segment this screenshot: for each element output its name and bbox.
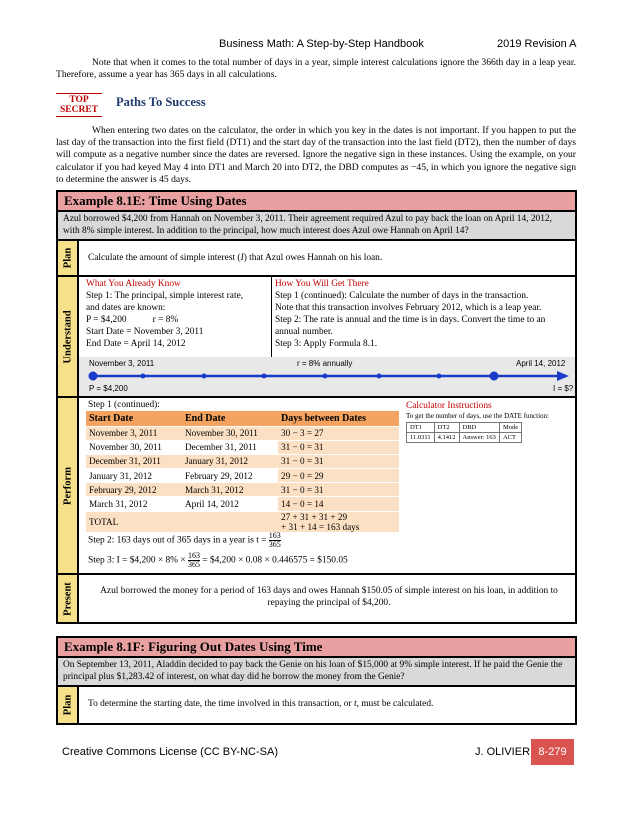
present-label: Present bbox=[58, 575, 79, 622]
table-row: November 3, 2011 November 30, 2011 30 − 3 = 27 bbox=[86, 426, 399, 440]
fraction: $\frac{163}{365}$ bbox=[187, 551, 200, 569]
top-secret-line1: TOP bbox=[69, 95, 89, 105]
paths-paragraph: When entering two dates on the calculator, the order in which you key in the dates is not important. If you happen to put the last day of the transaction into the first field (DT1) and the start day of the transaction into the last field (DT2), then the number of days will compute as a negative number since the dates are reversed. Ignore the negative sign in these instances. Using the example, on your calculator if you had keyed May 4 into DT1 and March 20 into DT2, the DBD computes as −45, in which you ignore the negative sign to determine the answer is 45 days. bbox=[56, 125, 576, 185]
know-line: End Date = April 14, 2012 bbox=[86, 339, 186, 349]
footer-license: Creative Commons License (CC BY-NC-SA) bbox=[62, 746, 278, 758]
table-row: March 31, 2012 April 14, 2012 14 − 0 = 14 bbox=[86, 497, 399, 511]
top-secret-stamp bbox=[56, 93, 102, 117]
understand-label: Understand bbox=[58, 277, 79, 396]
there-line: Step 1 (continued): Calculate the number of days in the transaction. bbox=[275, 291, 529, 301]
example-problem: Azul borrowed $4,200 from Hannah on November 3, 2011. Their agreement required Azul to pay back the loan on April 14, 2012, with 8% simple interest. In addition to the principal, how much interest does Azul owe Hannah on April 14? bbox=[58, 212, 575, 241]
know-line: Step 1: The principal, simple interest rate, bbox=[86, 291, 244, 301]
fraction: $\frac{163}{365}$ bbox=[268, 531, 281, 549]
plan-section bbox=[58, 687, 575, 723]
calculator-table: DT1 DT2 DBD Mode 11.0311 4.1412 Answer: 163 ACT bbox=[406, 422, 522, 443]
know-line: Start Date = November 3, 2011 bbox=[86, 327, 204, 337]
calculator-desc: To get the number of days, use the DATE function: bbox=[406, 412, 549, 420]
table-row: December 31, 2011 January 31, 2012 31 − 0 = 31 bbox=[86, 454, 399, 468]
table-row: January 31, 2012 February 29, 2012 29 − 0 = 29 bbox=[86, 469, 399, 483]
timeline-interest: I = $? bbox=[553, 384, 574, 393]
example-title: Example 8.1F: Figuring Out Dates Using Time bbox=[58, 638, 575, 658]
timeline-arrow bbox=[79, 369, 577, 383]
timeline-rate: r = 8% annually bbox=[297, 359, 353, 368]
get-there-title: How You Will Get There bbox=[275, 279, 369, 289]
col-days: Days between Dates bbox=[278, 411, 399, 426]
intro-paragraph: Note that when it comes to the total number of days in a year, simple interest calculations ignore the 366th day in a leap year. Therefore, assume a year has 365 days in all calculations. bbox=[56, 57, 576, 81]
table-total-row: TOTAL 27 + 31 + 31 + 29 + 31 + 14 = 163 days bbox=[86, 511, 399, 532]
col-start-date: Start Date bbox=[86, 411, 182, 426]
header-title: Business Math: A Step-by-Step Handbook bbox=[219, 38, 424, 50]
understand-section bbox=[58, 277, 575, 398]
plan-label: Plan bbox=[58, 241, 79, 275]
get-there-block bbox=[275, 278, 575, 350]
example-problem: On September 13, 2011, Aladdin decided to pay back the Genie on his loan of $15,000 at 9% simple interest. If he paid the Genie the principal plus $1,283.42 of interest, on what day did he borrow the money from the Genie? bbox=[58, 658, 575, 687]
present-text: Azul borrowed the money for a period of 163 days and owes Hannah $150.05 of simple interest on his loan, in addition to repaying the principal of $4,200. bbox=[100, 586, 558, 608]
step1-continued: Step 1 (continued): bbox=[88, 400, 160, 410]
present-section bbox=[58, 575, 575, 622]
calculator-title: Calculator Instructions bbox=[406, 401, 492, 411]
timeline bbox=[79, 357, 575, 396]
footer-author: J. OLIVIER bbox=[475, 746, 531, 758]
already-know-title: What You Already Know bbox=[86, 279, 181, 289]
page-number: 8-279 bbox=[531, 739, 574, 765]
example-8-1f bbox=[56, 636, 577, 725]
days-table bbox=[86, 411, 399, 532]
already-know-block bbox=[86, 278, 270, 350]
timeline-principal: P = $4,200 bbox=[89, 384, 128, 393]
col-end-date: End Date bbox=[182, 411, 278, 426]
timeline-start: November 3, 2011 bbox=[89, 359, 155, 368]
step2-line: Step 2: 163 days out of 365 days in a year is t = $\frac{163}{365}$ bbox=[88, 531, 281, 549]
header-revision: 2019 Revision A bbox=[497, 38, 577, 50]
example-8-1e bbox=[56, 190, 577, 624]
step3-line: Step 3: I = $4,200 × 8% × $\frac{163}{365}$ = $4,200 × 0.08 × 0.446575 = $150.05 bbox=[88, 551, 348, 569]
paths-heading: Paths To Success bbox=[116, 95, 206, 109]
know-line: and dates are known: bbox=[86, 303, 166, 313]
plan-section bbox=[58, 241, 575, 277]
top-secret-line2: SECRET bbox=[59, 105, 98, 115]
perform-label: Perform bbox=[58, 398, 79, 573]
table-row: November 30, 2011 December 31, 2011 31 − 0 = 31 bbox=[86, 440, 399, 454]
table-row: February 29, 2012 March 31, 2012 31 − 0 = 31 bbox=[86, 483, 399, 497]
divider bbox=[271, 277, 272, 357]
there-line: Step 2: The rate is annual and the time is in days. Convert the time to an bbox=[275, 315, 546, 325]
perform-section bbox=[58, 398, 575, 575]
there-line: annual number. bbox=[275, 327, 333, 337]
know-line: P = $4,200 r = 8% bbox=[86, 315, 179, 325]
plan-text: Calculate the amount of simple interest (I) that Azul owes Hannah on his loan. bbox=[88, 253, 383, 263]
there-line: Step 3: Apply Formula 8.1. bbox=[275, 339, 378, 349]
example-title: Example 8.1E: Time Using Dates bbox=[58, 192, 575, 212]
plan-label: Plan bbox=[58, 687, 79, 723]
there-line: Note that this transaction involves February 2012, which is a leap year. bbox=[275, 303, 542, 313]
plan-text: To determine the starting date, the time involved in this transaction, or t, must be calculated. bbox=[88, 699, 434, 709]
timeline-end: April 14, 2012 bbox=[516, 359, 566, 368]
